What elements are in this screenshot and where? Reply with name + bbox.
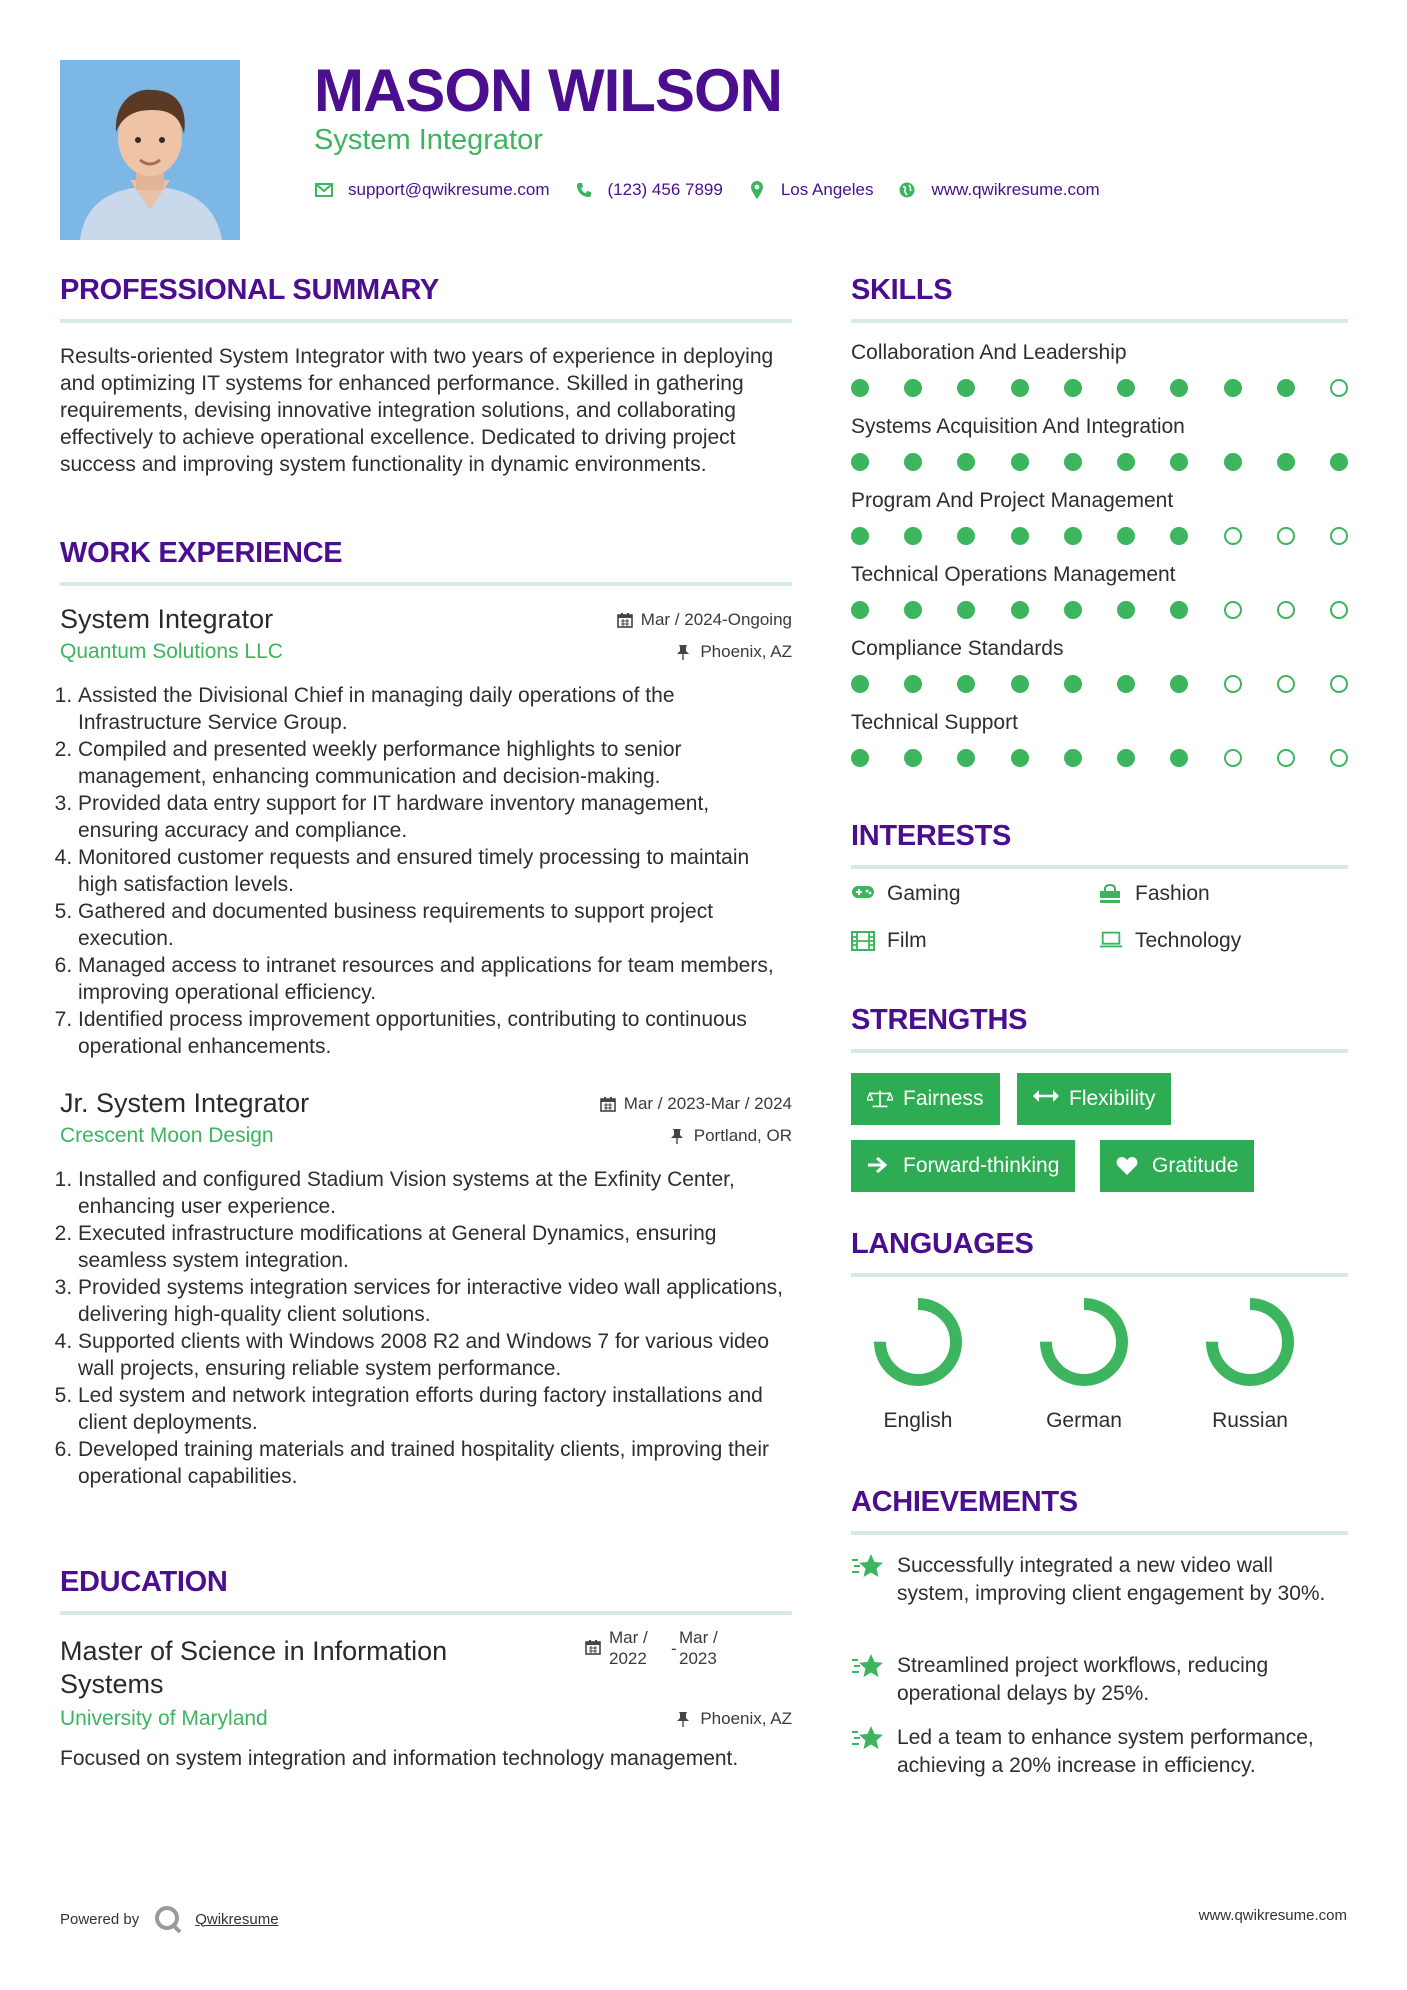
achievement-text: Streamlined project workflows, reducing operational delays by 25%. [897,1654,1269,1705]
globe-icon [897,180,917,200]
job-date-text: Mar / 2024-Ongoing [640,610,792,629]
profile-photo [60,60,240,240]
rating-dot-empty [1224,601,1242,619]
education-location-text: Phoenix, AZ [700,1709,792,1728]
education-title: EDUCATION [60,1566,228,1598]
language-ring [1036,1294,1132,1390]
phone-text[interactable]: (123) 456 7899 [607,180,723,199]
email-text[interactable]: support@qwikresume.com [348,180,550,199]
gamepad-icon [851,884,875,904]
rating-dot-filled [1224,379,1242,397]
pushpin-icon [670,1128,686,1144]
skill-name: Program And Project Management [851,489,1174,512]
rating-dot-empty [1330,749,1348,767]
rating-dot-filled [1277,453,1295,471]
rating-dot-filled [957,379,975,397]
interests-title: INTERESTS [851,820,1012,852]
degree-line: Systems [60,1669,164,1699]
list-item: 4. Monitored customer requests and ensured timely processing to maintain high satisfaction levels. [78,844,792,898]
list-item: 3. Provided systems integration services for interactive video wall applications, delivering high-quality client solutions. [78,1274,792,1328]
location-text: Los Angeles [780,180,874,199]
star-icon [851,1724,885,1752]
language-name: German [1046,1409,1122,1432]
experience-section [60,537,792,1490]
company-name: Quantum Solutions LLC [60,640,283,663]
rating-dot-empty [1224,675,1242,693]
rating-dot-empty [1224,749,1242,767]
rating-dot-filled [957,749,975,767]
achievements-section [851,1486,1348,1826]
laptop-icon [1099,931,1123,951]
balance-scale-icon [867,1089,893,1109]
rating-dot-filled [851,453,869,471]
rating-dot-filled [851,749,869,767]
map-pin-icon [747,180,767,200]
date-part: 2023 [679,1649,717,1668]
strength-label: Fairness [903,1087,984,1110]
job-location [670,1126,792,1146]
strength-label: Gratitude [1152,1154,1239,1177]
rating-dot-empty [1330,379,1348,397]
section-divider [60,319,792,323]
contact-website[interactable] [897,180,1099,200]
list-item: 4. Supported clients with Windows 2008 R2 and Windows 7 for various video wall projects, ensuring reliable system performance. [78,1328,792,1382]
education-dates [585,1627,718,1669]
rating-dot-filled [1117,379,1135,397]
strength-tag [851,1140,1075,1192]
skills-title: SKILLS [851,274,953,306]
rating-dot-filled [1011,379,1029,397]
skill-row [851,711,1348,767]
language-item [848,1294,988,1433]
school-name: University of Maryland [60,1707,268,1730]
envelope-icon [314,180,334,200]
website-text[interactable]: www.qwikresume.com [931,180,1100,199]
skill-row [851,415,1348,471]
heart-icon [1116,1156,1142,1176]
calendar-icon [617,612,633,628]
skills-list [851,341,1348,767]
rating-dot-filled [1224,453,1242,471]
skill-name: Technical Operations Management [851,563,1176,586]
skill-name: Systems Acquisition And Integration [851,415,1185,438]
skill-row [851,489,1348,545]
rating-dot-filled [1117,453,1135,471]
achievement-text: Successfully integrated a new video wall system, improving client engagement by 30%. [897,1554,1326,1605]
calendar-icon [585,1639,601,1655]
brand-link[interactable]: Qwikresume [195,1910,279,1928]
job-date-text: Mar / 2023-Mar / 2024 [623,1094,792,1113]
rating-dot-filled [1330,453,1348,471]
rating-dot-filled [1064,675,1082,693]
section-divider [851,865,1348,869]
candidate-name: MASON WILSON [314,57,782,124]
skill-name: Collaboration And Leadership [851,341,1127,364]
rating-dot-filled [1117,749,1135,767]
strength-tag [1017,1073,1171,1125]
skill-row [851,563,1348,619]
section-divider [851,1531,1348,1535]
rating-dot-filled [1064,527,1082,545]
list-item: 5. Led system and network integration efforts during factory installations and client deployments. [78,1382,792,1436]
strength-tag [851,1073,1000,1125]
interest-label: Gaming [887,882,961,905]
rating-dot-filled [1011,453,1029,471]
interest-label: Film [887,929,927,952]
achievements-title: ACHIEVEMENTS [851,1486,1078,1518]
date-part: Mar / [679,1628,718,1647]
list-item: 3. Provided data entry support for IT hardware inventory management, ensuring accuracy and compliance. [78,790,792,844]
strengths-section [851,1004,1348,1204]
rating-dot-empty [1277,675,1295,693]
skill-rating [851,675,1348,693]
education-section [60,1566,792,1772]
skill-rating [851,527,1348,545]
job-date [617,610,792,630]
language-name: English [883,1409,953,1432]
language-item [1014,1294,1154,1433]
degree-row [60,1628,792,1705]
job-location [676,642,792,662]
rating-dot-filled [957,453,975,471]
powered-by-text: Powered by [60,1910,140,1928]
rating-dot-filled [1117,601,1135,619]
list-item: 2. Executed infrastructure modifications at General Dynamics, ensuring seamless system integration. [78,1220,792,1274]
interest-gaming [851,882,961,906]
job-responsibilities [60,1166,792,1490]
rating-dot-empty [1277,601,1295,619]
list-item: 7. Identified process improvement opportunities, contributing to continuous operational enhancements. [78,1006,792,1060]
achievement-item [851,1652,1348,1708]
rating-dot-filled [1064,379,1082,397]
job-entry [60,1088,792,1490]
summary-section [60,274,792,478]
star-icon [851,1552,885,1580]
skill-rating [851,749,1348,767]
phone-icon [574,180,594,200]
degree-line: Master of Science in Information [60,1636,448,1666]
company-name: Crescent Moon Design [60,1124,274,1147]
date-separator: - [671,1639,677,1658]
list-item: 6. Managed access to intranet resources and applications for team members, improving operational efficiency. [78,952,792,1006]
skill-name: Compliance Standards [851,637,1064,660]
date-part: 2022 [609,1649,647,1668]
rating-dot-filled [1011,675,1029,693]
end-date [679,1627,718,1669]
rating-dot-filled [1170,527,1188,545]
interest-fashion [1099,882,1210,906]
section-divider [60,1611,792,1615]
section-divider [60,582,792,586]
list-item: 1. Installed and configured Stadium Vision systems at the Exfinity Center, enhancing user experience. [78,1166,792,1220]
achievement-item [851,1724,1348,1780]
job-location-text: Phoenix, AZ [700,642,792,661]
rating-dot-filled [904,379,922,397]
language-ring [870,1294,966,1390]
rating-dot-filled [1117,527,1135,545]
footer-website[interactable]: www.qwikresume.com [1198,1907,1347,1924]
start-date [609,1627,671,1669]
job-entry [60,604,792,1060]
calendar-icon [600,1096,616,1112]
rating-dot-empty [1330,675,1348,693]
interest-film [851,929,927,953]
skill-rating [851,601,1348,619]
contact-bar [314,180,1124,200]
rating-dot-filled [1117,675,1135,693]
interest-label: Technology [1135,929,1242,952]
rating-dot-empty [1277,749,1295,767]
rating-dot-filled [1170,379,1188,397]
rating-dot-filled [957,601,975,619]
job-title: Jr. System Integrator [60,1088,310,1118]
rating-dot-empty [1330,527,1348,545]
rating-dot-filled [1011,527,1029,545]
rating-dot-empty [1277,527,1295,545]
rating-dot-filled [1170,601,1188,619]
job-responsibilities [60,682,792,1060]
job-title: System Integrator [60,604,274,634]
contact-location [747,180,874,200]
language-level-arc [880,1304,956,1380]
section-divider [851,1273,1348,1277]
skills-section [851,274,1348,767]
achievement-item [851,1552,1348,1608]
language-level-arc [1046,1304,1122,1380]
rating-dot-filled [904,749,922,767]
languages-title: LANGUAGES [851,1228,1034,1260]
summary-title: PROFESSIONAL SUMMARY [60,274,440,306]
pushpin-icon [676,644,692,660]
contact-phone[interactable] [574,180,723,200]
strength-tag [1100,1140,1254,1192]
education-location [676,1709,792,1729]
rating-dot-filled [851,675,869,693]
achievement-text: Led a team to enhance system performance, achieving a 20% increase in efficiency. [897,1726,1314,1777]
rating-dot-filled [1011,749,1029,767]
rating-dot-filled [851,601,869,619]
skill-name: Technical Support [851,711,1018,734]
education-description: Focused on system integration and information technology management. [60,1747,739,1770]
list-item: 1. Assisted the Divisional Chief in managing daily operations of the Infrastructure Service Group. [78,682,792,736]
star-icon [851,1652,885,1680]
skill-row [851,637,1348,693]
experience-title: WORK EXPERIENCE [60,537,343,569]
rating-dot-filled [957,527,975,545]
candidate-role: System Integrator [314,124,543,156]
rating-dot-filled [1064,453,1082,471]
list-item: 6. Developed training materials and trained hospitality clients, improving their operational capabilities. [78,1436,792,1490]
list-item: 5. Gathered and documented business requirements to support project execution. [78,898,792,952]
summary-text: Results-oriented System Integrator with two years of experience in deploying and optimizing IT systems for enhanced performance. Skilled in gathering requirements, devising innovative integration solutions, and collaborating effectively to achieve operational excellence. Dedicated to driving project success and improving system functionality in dynamic environments. [60,345,774,476]
interest-label: Fashion [1135,882,1210,905]
interest-technology [1099,929,1241,953]
rating-dot-filled [904,601,922,619]
strengths-title: STRENGTHS [851,1004,1028,1036]
skill-rating [851,379,1348,397]
section-divider [851,1049,1348,1053]
rating-dot-filled [1170,675,1188,693]
rating-dot-filled [1064,601,1082,619]
strength-label: Forward-thinking [903,1154,1060,1177]
qwikresume-logo-icon [153,1904,183,1934]
pushpin-icon [676,1711,692,1727]
rating-dot-filled [904,453,922,471]
rating-dot-filled [904,675,922,693]
language-level-arc [1212,1304,1288,1380]
interests-section [851,820,1348,980]
rating-dot-filled [1011,601,1029,619]
list-item: 2. Compiled and presented weekly performance highlights to senior management, enhancing communication and decision-making. [78,736,792,790]
rating-dot-filled [851,379,869,397]
arrows-horizontal-icon [1033,1089,1059,1109]
rating-dot-filled [1170,749,1188,767]
job-date [600,1094,792,1114]
arrow-right-icon [867,1156,893,1176]
shopping-bag-icon [1099,884,1123,904]
film-icon [851,931,875,951]
section-divider [851,319,1348,323]
rating-dot-empty [1224,527,1242,545]
rating-dot-filled [1277,379,1295,397]
rating-dot-filled [1064,749,1082,767]
language-item [1180,1294,1320,1433]
language-ring [1202,1294,1298,1390]
rating-dot-filled [1170,453,1188,471]
date-part: Mar / [609,1628,648,1647]
job-location-text: Portland, OR [693,1126,792,1145]
strength-label: Flexibility [1069,1087,1156,1110]
languages-section [851,1228,1348,1448]
skill-row [851,341,1348,397]
skill-rating [851,453,1348,471]
rating-dot-filled [904,527,922,545]
contact-email[interactable] [314,180,550,200]
rating-dot-filled [957,675,975,693]
rating-dot-empty [1330,601,1348,619]
footer-powered-by [60,1904,279,1934]
rating-dot-filled [851,527,869,545]
language-name: Russian [1212,1409,1288,1432]
